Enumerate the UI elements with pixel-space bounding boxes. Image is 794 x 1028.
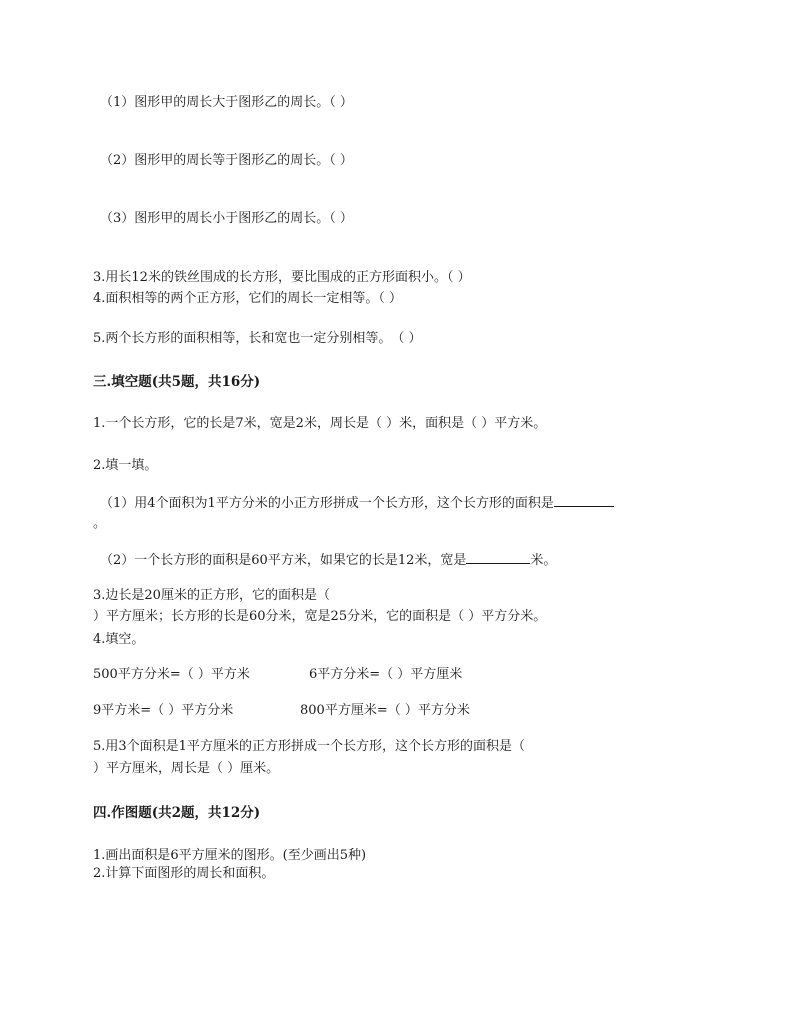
fill-question-4-d: 800平方厘米=（ ）平方分米 (300, 703, 470, 718)
fill-question-4-c: 9平方米=（ ）平方分米 (93, 703, 234, 718)
fill-question-4: 4.填空。 (93, 632, 145, 647)
fill-question-5-line-1: 5.用3个面积是1平方厘米的正方形拼成一个长方形，这个长方形的面积是（ (93, 739, 525, 754)
judge-question-3: 3.用长12米的铁丝围成的长方形，要比围成的正方形面积小。（ ） (93, 270, 471, 285)
fill-question-1: 1.一个长方形，它的长是7米，宽是2米，周长是（ ）米，面积是（ ）平方米。 (93, 416, 547, 431)
answer-blank[interactable] (554, 494, 614, 507)
section-title-drawing: 四.作图题(共2题，共12分) (93, 805, 261, 821)
fill-question-2-1-end: 。 (93, 516, 107, 531)
question-text: （1）用4个面积为1平方分米的小正方形拼成一个长方形，这个长方形的面积是 (100, 496, 554, 511)
judge-sub-2: （2）图形甲的周长等于图形乙的周长。（ ） (100, 153, 353, 168)
judge-sub-3: （3）图形甲的周长小于图形乙的周长。（ ） (100, 211, 353, 226)
fill-question-4-a: 500平方分米=（ ）平方米 (93, 667, 250, 682)
question-text: （2）一个长方形的面积是60平方米，如果它的长是12米，宽是 (100, 553, 467, 568)
judge-question-4: 4.面积相等的两个正方形，它们的周长一定相等。（ ） (93, 291, 403, 306)
unit-text: 米。 (530, 553, 557, 568)
drawing-question-1: 1.画出面积是6平方厘米的图形。(至少画出5种) (93, 848, 367, 863)
drawing-question-2: 2.计算下面图形的周长和面积。 (93, 866, 275, 881)
judge-sub-1: （1）图形甲的周长大于图形乙的周长。（ ） (100, 95, 353, 110)
section-title-fill-blank: 三.填空题(共5题，共16分) (93, 374, 261, 390)
answer-blank[interactable] (466, 551, 530, 564)
fill-question-2: 2.填一填。 (93, 458, 158, 473)
fill-question-2-1 (100, 494, 614, 512)
fill-question-2-2 (100, 551, 556, 569)
fill-question-4-b: 6平方分米=（ ）平方厘米 (309, 667, 463, 682)
judge-question-5: 5.两个长方形的面积相等，长和宽也一定分别相等。 （ ） (93, 331, 422, 346)
fill-question-3-line-2: ）平方厘米；长方形的长是60分米，宽是25分米，它的面积是（ ）平方分米。 (93, 609, 547, 624)
fill-question-5-line-2: ）平方厘米，周长是（ ）厘米。 (93, 761, 280, 776)
fill-question-3-line-1: 3.边长是20厘米的正方形，它的面积是（ (93, 588, 330, 603)
